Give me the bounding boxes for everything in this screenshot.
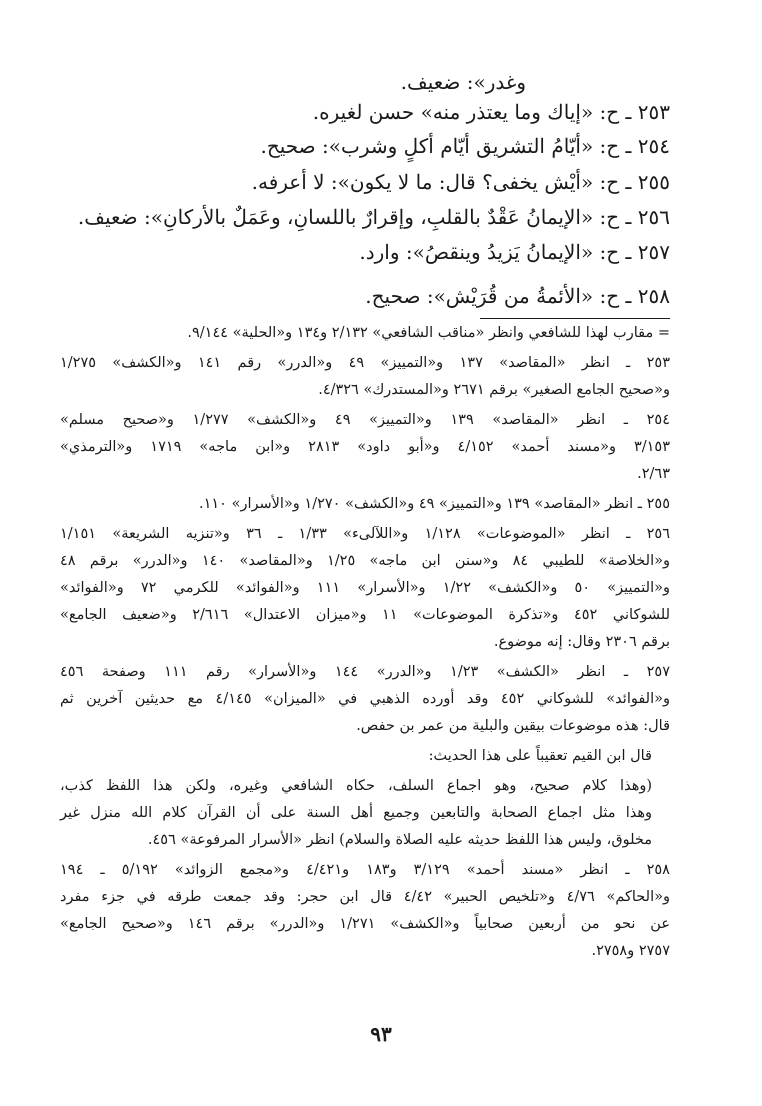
footnote-line: = مقارب لهذا للشافعي وانظر «مناقب الشافعي» ٢/١٣٢ و١٣٤ و«الحلية» ٩/١٤٤.	[187, 325, 670, 341]
footnote-line: عن نحو من أربعين صحابياً و«الكشف» ١/٢٧١ و«الدرر» برقم ١٤٦ و«صحيح الجامع»	[60, 916, 670, 932]
footnote-line: مخلوق، وليس هذا اللفظ حديثه عليه الصلاة والسلام) انظر «الأسرار المرفوعة» ٤٥٦.	[147, 832, 652, 848]
footnote-line: و«الفوائد» للشوكاني ٤٥٢ وقد أورده الذهبي في «الميزان» ٤/١٤٥ مع حديثين آخرين ثم	[60, 691, 670, 707]
hadith-line: ٢٥٣ ـ ح: «إياك وما يعتذر منه» حسن لغيره.	[312, 100, 670, 124]
footnote-line: ٢٥٣ ـ انظر «المقاصد» ١٣٧ و«التمييز» ٤٩ و«الدرر» رقم ١٤١ و«الكشف» ١/٢٧٥	[60, 355, 670, 371]
footnote	[60, 521, 670, 656]
footnote-line: للشوكاني ٤٥٢ و«تذكرة الموضوعات» ١١ و«ميزان الاعتدال» ٢/٦١٦ و«ضعيف الجامع»	[60, 607, 670, 623]
footnote-line: ٢٥٤ ـ انظر «المقاصد» ١٣٩ و«التمييز» ٤٩ و«الكشف» ١/٢٧٧ و«صحيح مسلم»	[60, 412, 670, 428]
hadith-line: ٢٥٥ ـ ح: «أيْش يخفى؟ قال: ما لا يكون»: لا أعرفه.	[251, 170, 670, 194]
footnotes	[60, 320, 670, 968]
footnote-line: برقم ٢٣٠٦ وقال: إنه موضوع.	[493, 634, 670, 650]
footnote	[60, 659, 670, 740]
footnote	[60, 491, 670, 518]
footnote-line: ٣/١٥٣ و«مسند أحمد» ٤/١٥٢ و«أبو داود» ٢٨١٣ و«ابن ماجه» ١٧١٩ و«الترمذي»	[60, 439, 670, 455]
footnote-line: و«صحيح الجامع الصغير» برقم ٢٦٧١ و«المستدرك» ٤/٣٢٦.	[318, 382, 670, 398]
footnote	[60, 407, 670, 488]
hadith-line: ٢٥٤ ـ ح: «أيّامُ التشريق أيّام أكلٍ وشرب»: صحيح.	[260, 134, 670, 158]
hadith-line: وغدر»: ضعيف.	[400, 70, 526, 94]
footnote-line: قال: هذه موضوعات بيقين والبلية من عمر بن حفص.	[356, 718, 670, 734]
hadith-line: ٢٥٦ ـ ح: «الإيمانُ عَقْدٌ بالقلبِ، وإقرارٌ باللسانِ، وعَمَلٌ بالأركانِ»: ضعيف.	[77, 205, 670, 229]
footnote-line: وهذا مثل اجماع الصحابة والتابعين وجميع أهل السنة على أن القرآن كلام الله منزل غير	[60, 805, 652, 821]
footnote-line: و«الخلاصة» للطيبي ٨٤ و«سنن ابن ماجه» ١/٢٥ و«المقاصد» ١٤٠ و«الدرر» برقم ٤٨	[60, 553, 670, 569]
footnote	[60, 743, 670, 770]
footnote-line: و«التمييز» ٥٠ و«الكشف» ١/٢٢ و«الأسرار» ١١١ و«الفوائد» للكرمي ٧٢ و«الفوائد»	[60, 580, 670, 596]
hadith-line: ٢٥٧ ـ ح: «الإيمانُ يَزيدُ وينقصُ»: وارد.	[359, 240, 670, 264]
footnote	[60, 320, 670, 347]
footnote-line: و«الحاكم» ٤/٧٦ و«تلخيص الحبير» ٤/٤٢ قال ابن حجر: وقد جمعت طرقه في جزء مفرد	[60, 889, 670, 905]
footnote	[60, 773, 670, 854]
footnote-line: ٢٥٥ ـ انظر «المقاصد» ١٣٩ و«التمييز» ٤٩ و«الكشف» ١/٢٧٠ و«الأسرار» ١١٠.	[198, 496, 670, 512]
footnote-line: (وهذا كلام صحيح، وهو اجماع السلف، حكاه الشافعي وغيره، ولكن هذا اللفظ كذب،	[60, 778, 652, 794]
footnote-line: ٢٥٨ ـ انظر «مسند أحمد» ٣/١٢٩ و١٨٣ و٤/٤٢١ و«مجمع الزوائد» ٥/١٩٢ ـ ١٩٤	[60, 862, 670, 878]
footnote-line: ٢/٦٣.	[637, 466, 670, 482]
footnote-line: ٢٥٧ ـ انظر «الكشف» ١/٢٣ و«الدرر» ١٤٤ و«الأسرار» رقم ١١١ وصفحة ٤٥٦	[60, 664, 670, 680]
hadith-line: ٢٥٨ ـ ح: «الأئمةُ من قُرَيْش»: صحيح.	[365, 284, 670, 308]
footnote	[60, 857, 670, 965]
footnote-separator	[480, 318, 670, 319]
footnote	[60, 350, 670, 404]
footnote-line: ٢٥٦ ـ انظر «الموضوعات» ١/١٢٨ و«اللآلىء» ١/٣٣ ـ ٣٦ و«تنزيه الشريعة» ١/١٥١	[60, 526, 671, 542]
page-number: ٩٣	[370, 1022, 392, 1046]
footnote-line: ٢٧٥٧ و٢٧٥٨.	[591, 943, 670, 959]
footnote-line: قال ابن القيم تعقيباً على هذا الحديث:	[428, 748, 652, 764]
